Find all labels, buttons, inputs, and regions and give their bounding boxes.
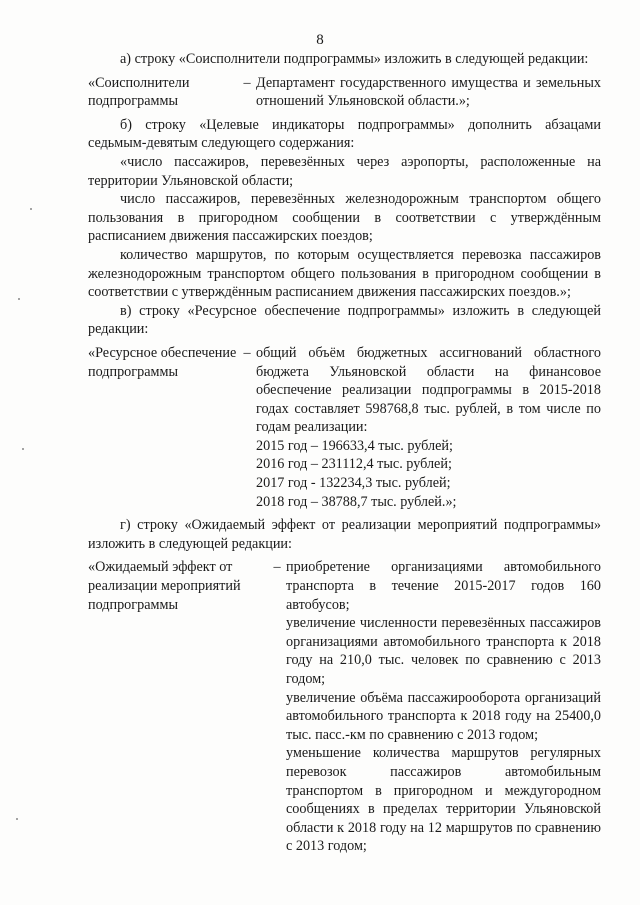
table-row-coexecutors: [88, 74, 601, 111]
effect-item: увеличение численности перевезённых пассажиров организациями автомобильного транспорта к 2018 году на 210,0 тыс. человек по сравнению с 2013 годом;: [286, 615, 601, 687]
document-body: [88, 50, 601, 861]
table-row-resources: [88, 344, 601, 511]
effect-item: увеличение объёма пассажирооборота организаций автомобильного транспорта к 2018 году на 25400,0 тыс. пасс.-км по сравнению с 2013 годом;: [286, 689, 601, 743]
page-number: 8: [316, 32, 324, 48]
row-label: «Ожидаемый эффект от реализации мероприятий подпрограммы: [88, 559, 241, 613]
row-value: Департамент государственного имущества и земельных отношений Ульяновской области.»;: [256, 74, 601, 110]
row-dash: –: [273, 559, 281, 576]
paragraph-g: г) строку «Ожидаемый эффект от реализации мероприятий подпрограммы» изложить в следующей редакции:: [88, 517, 601, 552]
year-line: 2017 год - 132234,3 тыс. рублей;: [256, 475, 451, 492]
effect-item: уменьшение количества маршрутов регулярных перевозок пассажиров автомобильным транспортом в пригородном и междугородном сообщениях в пределах территории Ульяновской области к 2018 году на 12 маршрутов по сравнению с 2013 годом;: [286, 745, 601, 855]
year-line: 2016 год – 231112,4 тыс. рублей;: [256, 456, 452, 473]
paragraph-v: в) строку «Ресурсное обеспечение подпрограммы» изложить в следующей редакции:: [88, 302, 601, 338]
year-line: 2015 год – 196633,4 тыс. рублей;: [256, 437, 453, 454]
paragraph-b2: число пассажиров, перевезённых железнодорожным транспортом общего пользования в пригородном сообщении в соответствии с утверждённым расписанием движения пассажирских поездов;: [88, 191, 601, 245]
paragraph-a: а) строку «Соисполнители подпрограммы» изложить в следующей редакции:: [120, 51, 589, 67]
effect-item: приобретение организациями автомобильного транспорта в течение 2015-2017 годов 160 автобусов;: [286, 559, 601, 613]
row-label: «Соисполнители подпрограммы: [88, 74, 190, 110]
paragraph-b: б) строку «Целевые индикаторы подпрограммы» дополнить абзацами седьмым-девятым следующего содержания:: [88, 116, 601, 152]
table-row-expected-effect: [88, 558, 601, 856]
paragraph-b1: «число пассажиров, перевезённых через аэропорты, расположенные на территории Ульяновской области;: [88, 153, 601, 189]
year-line: 2018 год – 38788,7 тыс. рублей.»;: [256, 493, 457, 510]
row-value: [286, 558, 601, 856]
row-dash: –: [243, 74, 251, 91]
scan-speck: [30, 208, 32, 210]
row-dash: –: [243, 344, 251, 361]
paragraph-b3: количество маршрутов, по которым осуществляется перевозка пассажиров железнодорожным транспортом общего пользования в пригородном сообщении в соответствии с утверждённым расписанием движения пассажирских поездов.»;: [88, 246, 601, 301]
scan-speck: [18, 298, 20, 300]
resources-text: общий объём бюджетных ассигнований областного бюджета Ульяновской области на финансовое обеспечение реализации подпрограммы в 2015-2018 годах составляет 598768,8 тыс. рублей, в том числе по годам реализации:: [256, 344, 601, 436]
row-label: «Ресурсное обеспечение подпрограммы: [88, 344, 237, 380]
row-value: [256, 344, 601, 511]
scan-speck: [22, 448, 24, 450]
scan-speck: [16, 818, 18, 820]
